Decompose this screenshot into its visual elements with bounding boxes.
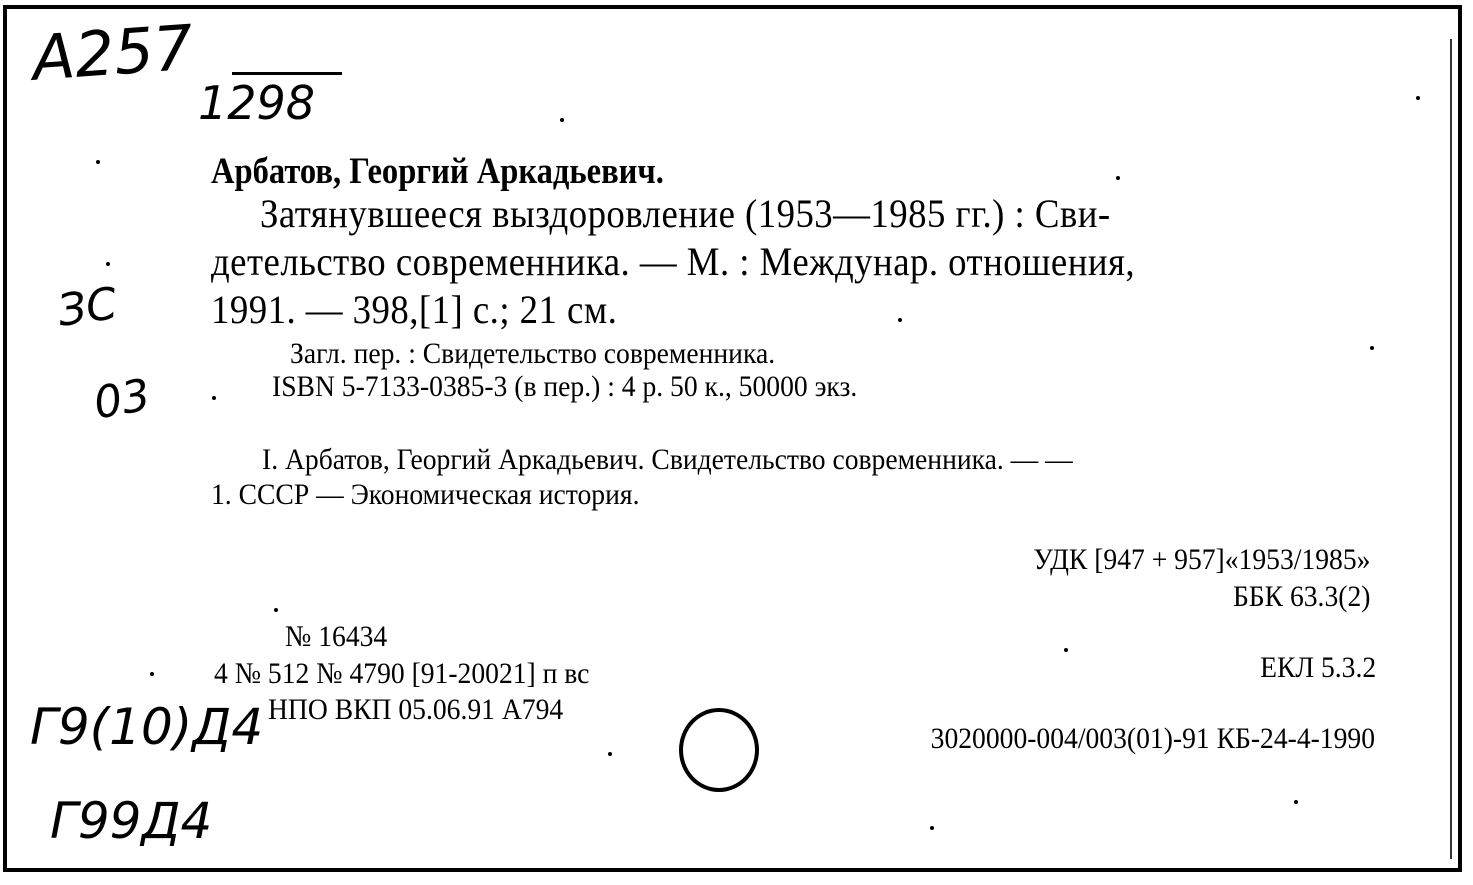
shelf-mark-underline [232,72,342,75]
speck [560,118,564,122]
isbn-line: ISBN 5-7133-0385-3 (в пер.) : 4 р. 50 к., 50000 экз. [272,370,858,403]
tracing-line-2: 1. СССР — Экономическая история. [211,478,640,511]
circle-stamp [679,708,759,792]
speck [1370,346,1374,350]
title-line-3: 1991. — 398,[1] с.; 21 см. [211,287,618,332]
handwritten-side-mark-2: 03 [89,369,155,430]
author-heading: Арбатов, Георгий Аркадьевич. [211,151,664,192]
speck [274,608,278,612]
card-edge-line [1450,39,1452,859]
handwritten-location-2: Г99Д4 [50,792,213,850]
speck [1116,176,1120,180]
title-line-2: детельство современника. — М. : Междунар. отношения, [211,239,1136,284]
speck [608,752,612,756]
speck [96,160,100,164]
speck [898,318,902,322]
ekl-index: ЕКЛ 5.3.2 [1259,651,1376,684]
speck [1294,800,1298,804]
handwritten-location-1: Г9(10)Д4 [30,698,264,756]
speck [106,262,110,266]
speck [150,672,154,676]
bbk-index: ББК 63.3(2) [1232,580,1370,613]
handwritten-inventory-number: 1298 [198,76,316,130]
printer-line: НПО ВКП 05.06.91 А794 [268,693,564,726]
publisher-code: 3020000-004/003(01)-91 КБ-24-4-1990 [930,722,1375,755]
udk-index: УДК [947 + 957]«1953/1985» [1032,543,1370,576]
cover-title-note: Загл. пер. : Свидетельство современника. [290,337,776,370]
speck [1064,648,1068,652]
handwritten-side-mark-1: ЗС [54,278,121,337]
title-line-1: Затянувшееся выздоровление (1953—1985 гг.) : Сви- [260,191,1111,236]
speck [1416,96,1420,100]
order-line: 4 № 512 № 4790 [91-20021] п вс [214,657,590,690]
handwritten-shelf-mark: А257 [30,10,196,95]
card-number: № 16434 [285,620,388,653]
tracing-line-1: I. Арбатов, Георгий Аркадьевич. Свидетельство современника. — — [262,443,1073,476]
speck [930,826,934,830]
speck [212,396,216,400]
